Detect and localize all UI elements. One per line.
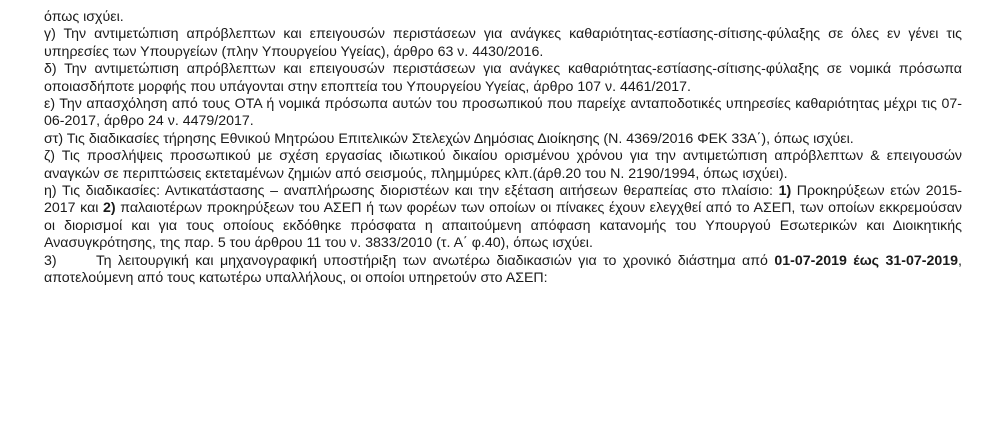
bold-marker: 2) xyxy=(103,200,116,217)
bold-marker: 1) xyxy=(778,183,792,200)
paragraph-item-h xyxy=(44,183,962,253)
paragraph-item-st: στ) Τις διαδικασίες τήρησης Εθνικού Μητρώου Επιτελικών Στελεχών Δημόσιας Διοίκησης (Ν. 4369/2016 ΦΕΚ 33Α΄), όπως ισχύει. xyxy=(44,130,854,147)
paragraph-continuation: όπως ισχύει. xyxy=(44,9,124,25)
paragraph-item-g: γ) Την αντιμετώπιση απρόβλεπτων και επειγουσών περιστάσεων για ανάγκες καθαριότητας-εστίασης-σίτισης-φύλαξης σε όλες εν γένει τις υπηρεσίες των Υπουργείων (πλην Υπουργείου Υγείας), άρθρο 63 ν. 4430/2016. xyxy=(44,26,962,60)
paragraph-text: , αποτελούμενη από τους κατωτέρω υπαλλήλους, οι οποίοι υπηρετούν στο ΑΣΕΠ: xyxy=(44,252,962,287)
paragraph-item-e: ε) Την απασχόληση από τους ΟΤΑ ή νομικά πρόσωπα αυτών του προσωπικού που παρείχε ανταποδοτικές υπηρεσίες καθαριότητας μέχρι τις 07-06-2017, άρθρο 24 ν. 4479/2017. xyxy=(44,96,962,130)
paragraph-item-d: δ) Την αντιμετώπιση απρόβλεπτων και επειγουσών περιστάσεων για ανάγκες καθαριότητας-εστίασης-σίτισης-φύλαξης σε νομικά πρόσωπα οποιασδήποτε μορφής που υπάγονται στην εποπτεία του Υπουργείου Υγείας, άρθρο 107 ν. 4461/2017. xyxy=(44,61,962,95)
date-range: 01-07-2019 έως 31-07-2019 xyxy=(774,252,959,269)
paragraph-text: η) Τις διαδικασίες: Αντικατάστασης – αναπλήρωσης διοριστέων και την εξέταση αιτήσεων θεραπείας στο πλαίσιο: xyxy=(44,183,779,200)
paragraph-text: Προκηρύξεων ετών 2015-2017 και xyxy=(44,183,962,217)
paragraph-item-z: ζ) Τις προσλήψεις προσωπικού με σχέση εργασίας ιδιωτικού δικαίου ορισμένου χρόνου για την αντιμετώπιση απρόβλεπτων & επειγουσών αναγκών σε περιπτώσεις εκτεταμένων ζημιών από σεισμούς, πλημμύρες κλπ.(άρθ.20 του Ν. 2190/1994, όπως ισχύει). xyxy=(44,148,962,182)
paragraph-item-3 xyxy=(44,253,962,288)
document-page xyxy=(44,9,962,288)
paragraph-text: παλαιοτέρων προκηρύξεων του ΑΣΕΠ ή των φορέων των οποίων οι πίνακες έχουν ελεγχθεί από το ΑΣΕΠ, των οποίων εκκρεμούσαν οι διορισμοί και για τους οποίους εκδόθηκε πρόσφατα η απαιτούμενη απόφαση κατανομής του Υπουργού Εσωτερικών και Διοικητικής Ανασυγκρότησης, της παρ. 5 του άρθρου 11 του ν. 3833/2010 (τ. Α΄ φ.40), όπως ισχύει. xyxy=(44,200,962,252)
paragraph-text: Τη λειτουργική και μηχανογραφική υποστήριξη των ανωτέρω διαδικασιών για το χρονικό διάστημα από xyxy=(96,252,775,269)
item-number: 3) xyxy=(44,252,57,269)
